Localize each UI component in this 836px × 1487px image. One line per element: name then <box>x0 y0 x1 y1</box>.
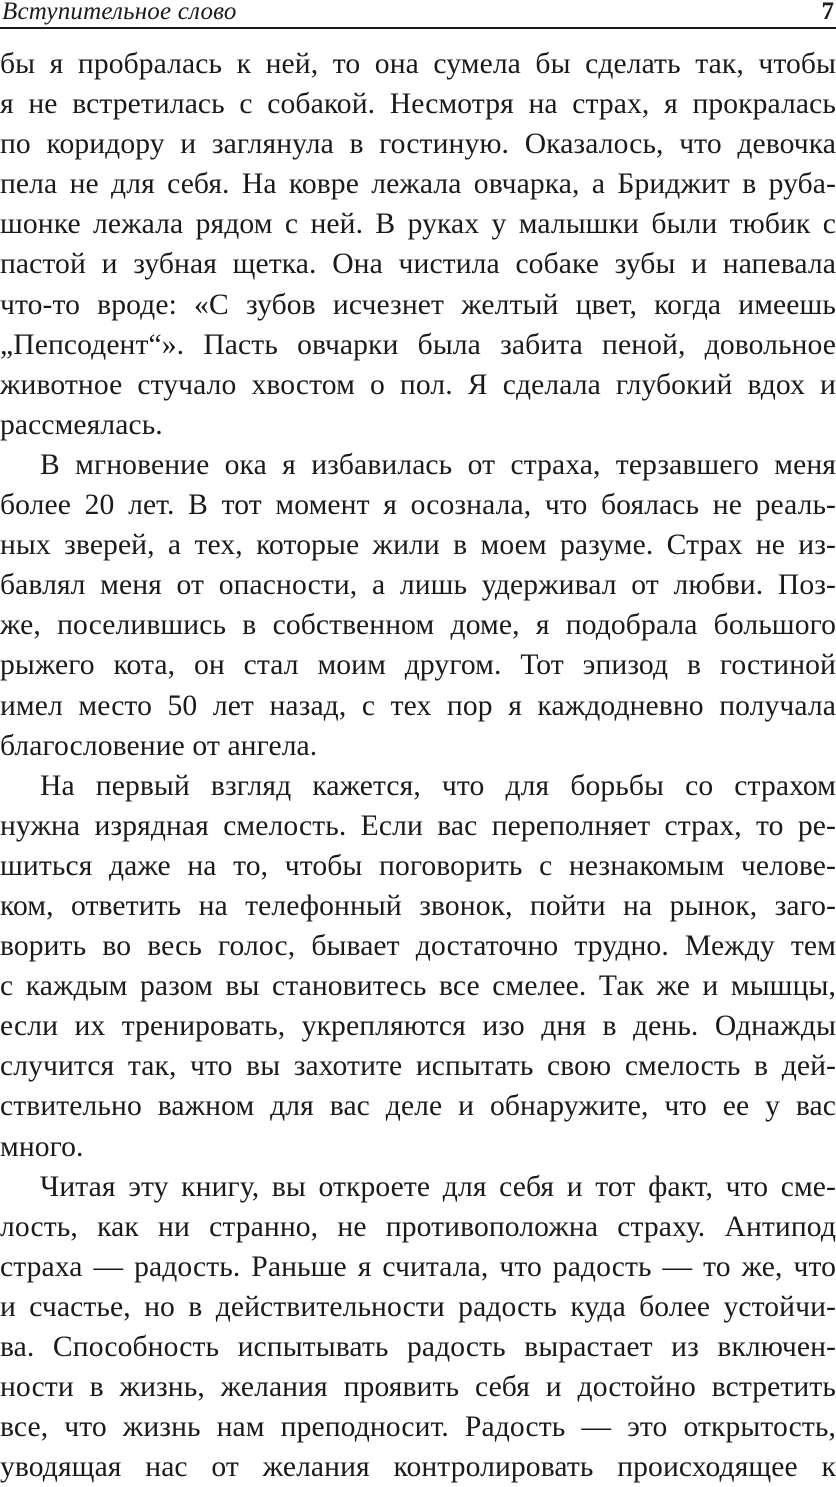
text-line: ности в жизнь, желания проявить себя и достойно встретить <box>0 1371 836 1404</box>
text-line: ствительно важном для вас деле и обнаружите, что ее у вас <box>0 1090 836 1123</box>
page-number: 7 <box>821 0 834 25</box>
text-body <box>0 44 836 1487</box>
text-line: шиться даже на то, чтобы поговорить с незнакомым челове- <box>0 849 836 882</box>
section-title: Вступительное слово <box>2 0 237 25</box>
text-line: ва. Способность испытывать радость вырастает из включен- <box>0 1331 836 1363</box>
text-line: же, поселившись в собственном доме, я подобрала большого <box>0 609 836 642</box>
text-line: я не встретилась с собакой. Несмотря на страх, я прокралась <box>0 88 836 121</box>
paragraph-2 <box>0 445 836 766</box>
text-line: страха — радость. Раньше я считала, что радость — то же, что <box>0 1250 836 1283</box>
text-line: рассмеялась. <box>0 408 163 441</box>
text-line: Читая эту книгу, вы откроете для себя и тот факт, что сме- <box>40 1170 836 1203</box>
text-line: уводящая нас от желания контролировать происходящее к <box>0 1451 836 1484</box>
text-line: если их тренировать, укрепляются изо дня в день. Однажды <box>0 1010 836 1043</box>
text-line: благословение от ангела. <box>0 729 318 762</box>
text-line: На первый взгляд кажется, что для борьбы со страхом <box>40 769 836 802</box>
text-line: много. <box>0 1130 84 1163</box>
text-line: В мгновение ока я избавилась от страха, терзавшего меня <box>40 448 836 481</box>
text-line: имел место 50 лет назад, с тех пор я каждодневно получала <box>0 689 836 722</box>
text-line: по коридору и заглянула в гостиную. Оказалось, что девочка <box>0 128 836 161</box>
text-line: пела не для себя. На ковре лежала овчарка, а Бриджит в руба- <box>0 168 836 201</box>
text-line: ком, ответить на телефонный звонок, пойти на рынок, заго- <box>0 889 836 922</box>
text-line: все, что жизнь нам преподносит. Радость — это открытость, <box>0 1411 836 1444</box>
text-line: рыжего кота, он стал моим другом. Тот эпизод в гостиной <box>0 649 836 682</box>
text-line: „Пепсодент“». Пасть овчарки была забита пеной, довольное <box>0 328 836 361</box>
text-line: с каждым разом вы становитесь все смелее. Так же и мышцы, <box>0 970 836 1003</box>
text-line: случится так, что вы захотите испытать свою смелость в дей- <box>0 1050 836 1083</box>
text-line: нужна изрядная смелость. Если вас переполняет страх, то ре- <box>0 809 836 842</box>
text-line: что-то вроде: «С зубов исчезнет желтый цвет, когда имеешь <box>0 288 836 321</box>
text-line: бы я пробралась к ней, то она сумела бы сделать так, чтобы <box>0 48 836 80</box>
text-line: шонке лежала рядом с ней. В руках у малышки были тюбик с <box>0 208 836 241</box>
text-line: животное стучало хвостом о пол. Я сделала глубокий вдох и <box>0 368 836 401</box>
text-line: пастой и зубная щетка. Она чистила собаке зубы и напевала <box>0 248 836 281</box>
text-line: более 20 лет. В тот момент я осознала, что боялась не реаль- <box>0 489 836 522</box>
text-line: ворить во весь голос, бывает достаточно трудно. Между тем <box>0 930 836 963</box>
paragraph-4 <box>0 1167 836 1487</box>
text-line: лость, как ни странно, не противоположна страху. Антипод <box>0 1210 836 1243</box>
text-line: ных зверей, а тех, которые жили в моем разуме. Страх не из- <box>0 529 836 562</box>
paragraph-3 <box>0 766 836 1167</box>
paragraph-1 <box>0 44 836 445</box>
text-line: и счастье, но в действительности радость куда более устойчи- <box>0 1290 836 1323</box>
text-line: бавлял меня от опасности, а лишь удерживал от любви. Поз- <box>0 569 836 602</box>
running-head <box>0 0 836 29</box>
